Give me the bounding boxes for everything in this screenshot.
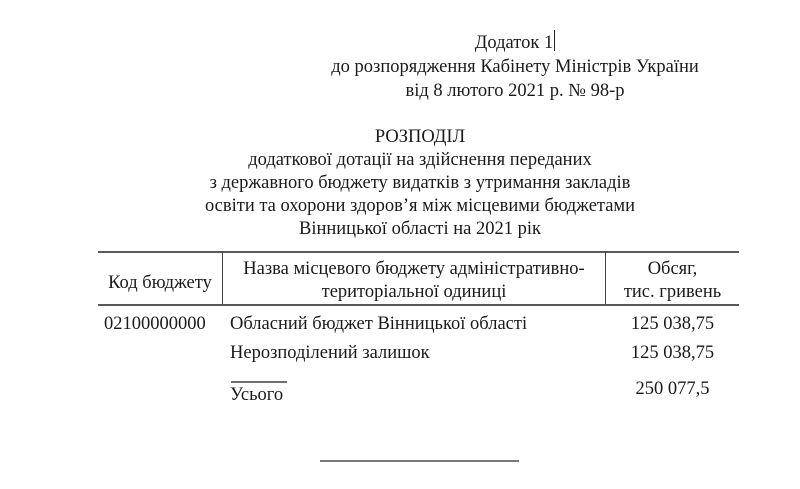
row-code: 02100000000: [104, 314, 206, 334]
header-code: Код бюджету: [108, 273, 212, 293]
total-amount: 250 077,5: [635, 379, 710, 399]
annex-order: до розпорядження Кабінету Міністрів України: [331, 57, 699, 77]
row-amount: 125 038,75: [630, 343, 715, 363]
title-line-3: освіти та охорони здоров’я між місцевими бюджетами: [204, 196, 636, 216]
text-cursor: [554, 30, 555, 51]
closing-rule: [320, 460, 519, 462]
title-line-2: з державного бюджету видатків з утримання закладів: [209, 173, 631, 193]
document-title: [100, 126, 740, 241]
table-top-border: [98, 251, 739, 253]
annex-number: Додаток 1: [300, 30, 730, 55]
total-label: Усього: [230, 385, 284, 405]
table-header-bottom-border: [98, 304, 739, 306]
total-rule: [231, 381, 287, 383]
title-line-1: додаткової дотації на здійснення переданих: [248, 150, 592, 170]
title-heading: РОЗПОДІЛ: [374, 127, 466, 147]
header-name: Назва місцевого бюджету адміністративно- територіальної одиниці: [243, 259, 585, 302]
annex-reference: [300, 30, 730, 103]
row-name: Обласний бюджет Вінницької області: [230, 314, 528, 334]
annex-date: від 8 лютого 2021 р. № 98-р: [405, 81, 625, 101]
title-line-4: Вінницької області на 2021 рік: [298, 219, 542, 239]
header-amount: Обсяг, тис. гривень: [623, 259, 722, 302]
row-name: Нерозподілений залишок: [230, 343, 430, 363]
row-amount: 125 038,75: [630, 314, 715, 334]
